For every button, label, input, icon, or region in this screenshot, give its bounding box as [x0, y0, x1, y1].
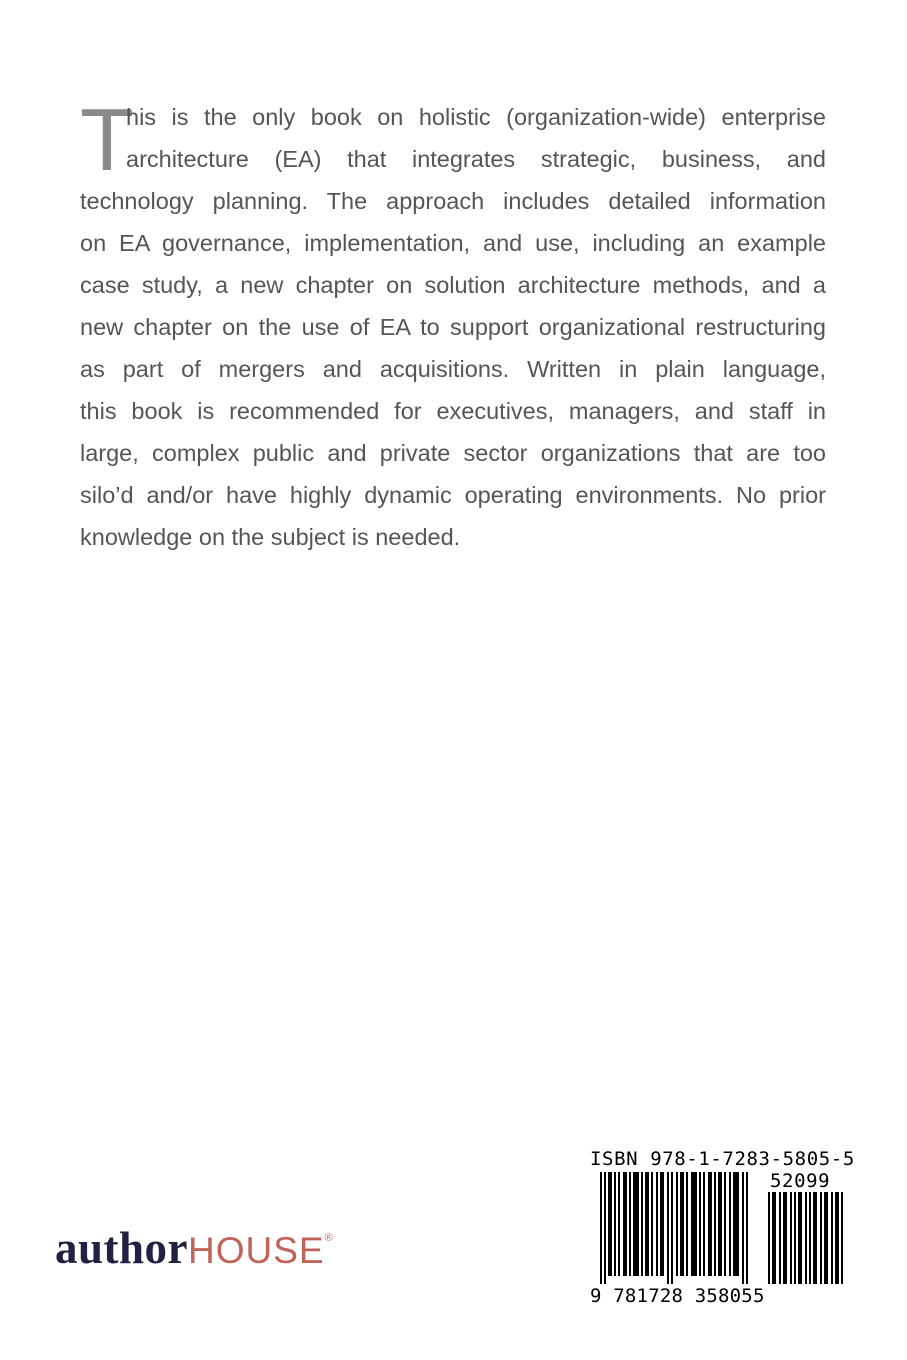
description-line: architecture (EA) that integrates strategic, business, and	[126, 146, 826, 172]
publisher-logo-author: author	[55, 1223, 189, 1273]
description-line: new chapter on the use of EA to support organizational restructuring	[80, 314, 826, 340]
description-line: his is the only book on holistic (organization-wide) enterprise	[126, 104, 826, 130]
price-addon-barcode	[766, 1192, 846, 1284]
back-cover-description	[80, 90, 826, 558]
drop-cap-letter: T	[80, 90, 134, 189]
registered-trademark: ®	[324, 1232, 333, 1244]
barcode-price-code: 52099	[770, 1170, 831, 1192]
isbn-number: ISBN 978-1-7283-5805-5	[590, 1148, 855, 1170]
publisher-logo-house: HOUSE	[188, 1230, 325, 1271]
description-line: case study, a new chapter on solution architecture methods, and a	[80, 272, 826, 298]
description-line: on EA governance, implementation, and use, including an example	[80, 230, 826, 256]
description-line: this book is recommended for executives, managers, and staff in	[80, 398, 826, 424]
description-line: technology planning. The approach includes detailed information	[80, 188, 826, 214]
description-line: knowledge on the subject is needed.	[80, 524, 461, 550]
description-line: large, complex public and private sector organizations that are too	[80, 440, 826, 466]
ean-barcode	[590, 1172, 755, 1284]
publisher-logo	[55, 1222, 333, 1274]
description-line: as part of mergers and acquisitions. Written in plain language,	[80, 356, 826, 382]
barcode-digits: 9 781728 358055	[590, 1285, 765, 1307]
description-line: silo’d and/or have highly dynamic operating environments. No prior	[80, 482, 826, 508]
